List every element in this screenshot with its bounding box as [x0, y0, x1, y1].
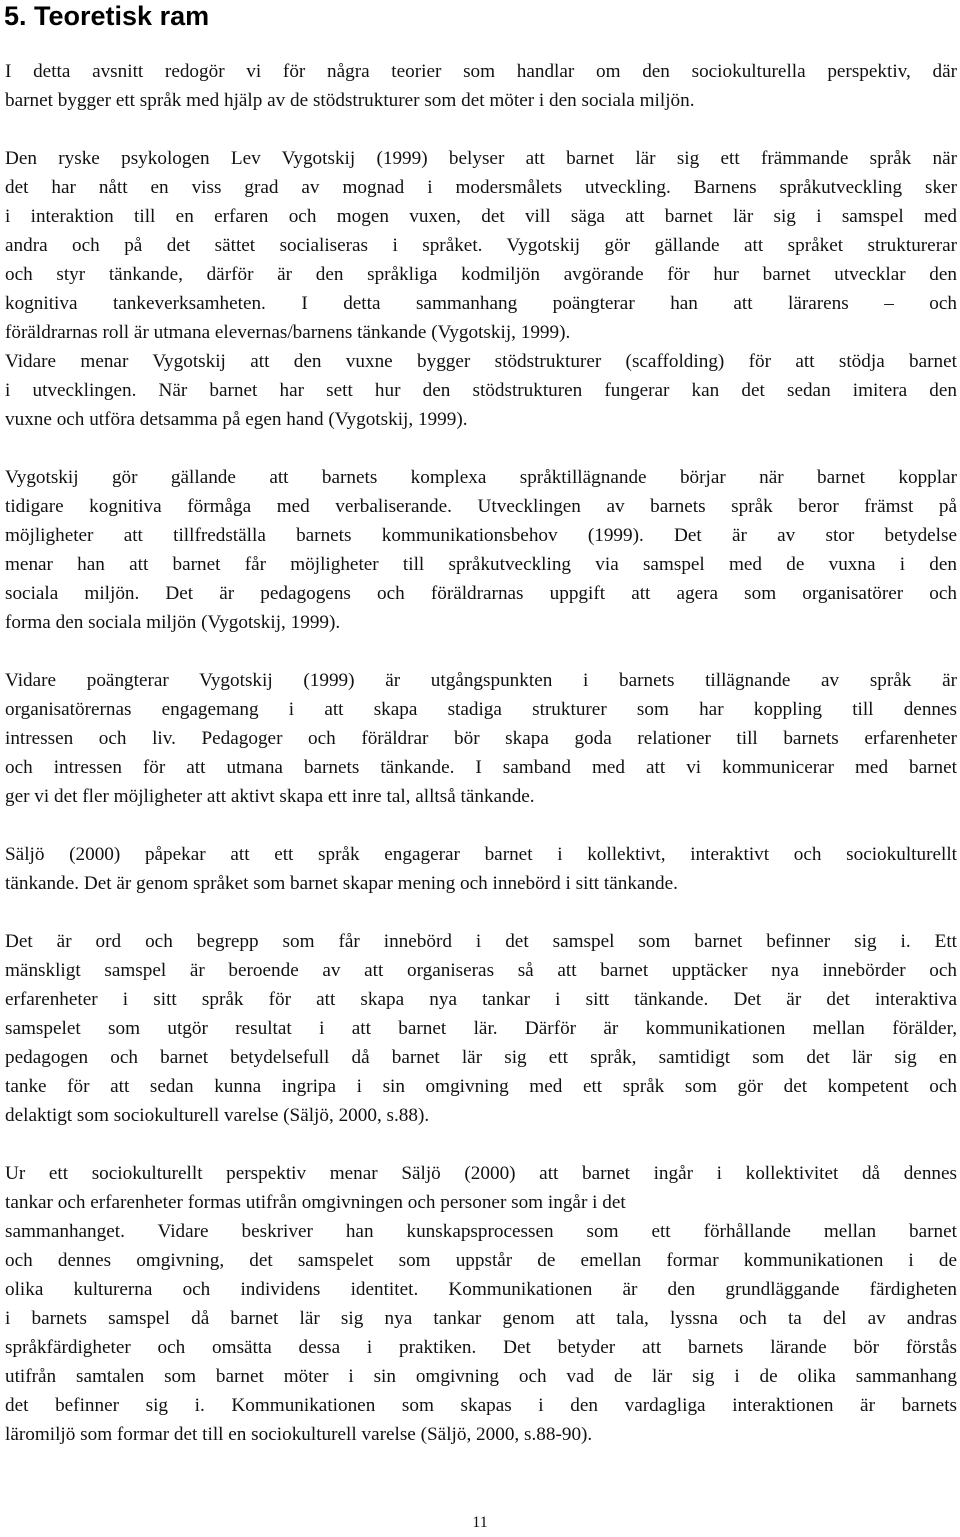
text-line: olika kulturerna och individens identitet. Kommunikationen är den grundläggande färdigheten — [5, 1279, 957, 1300]
text-line: sociala miljön. Det är pedagogens och föräldrarnas uppgift att agera som organisatörer och — [5, 583, 957, 604]
text-line: forma den sociala miljön (Vygotskij, 1999). — [5, 612, 341, 633]
paragraph-interaction — [5, 927, 957, 1130]
page-number: 11 — [472, 1514, 488, 1531]
text-line: mänskligt samspel är beroende av att organiseras så att barnet upptäcker nya innebörder och — [5, 960, 957, 981]
text-line: ger vi det fler möjligheter att aktivt skapa ett inre tal, alltså tänkande. — [5, 786, 535, 807]
text-line: läromiljö som formar det till en sociokulturell varelse (Säljö, 2000, s.88-90). — [5, 1424, 593, 1445]
text-line: och dennes omgivning, det samspelet som uppstår de emellan formar kommunikationen i de — [5, 1250, 957, 1271]
text-line: i utvecklingen. När barnet har sett hur den stödstrukturen fungerar kan det sedan imitera den — [5, 380, 957, 401]
text-line: Ur ett sociokulturellt perspektiv menar Säljö (2000) att barnet ingår i kollektivitet då dennes — [5, 1163, 957, 1184]
text-line: språkfärdigheter och omsätta dessa i praktiken. Det betyder att barnets lärande bör förstås — [5, 1337, 957, 1358]
text-line: utifrån samtalen som barnet möter i sin omgivning och vad de lär sig i de olika sammanhang — [5, 1366, 957, 1387]
text-line: I detta avsnitt redogör vi för några teorier som handlar om den sociokulturella perspektiv, där — [5, 61, 957, 82]
text-line: kognitiva tankeverksamheten. I detta sammanhang poängterar han att lärarens – och — [5, 293, 957, 314]
text-line: organisatörernas engagemang i att skapa stadiga strukturer som har koppling till dennes — [5, 699, 957, 720]
text-line: Vidare poängterar Vygotskij (1999) är utgångspunkten i barnets tillägnande av språk är — [5, 670, 957, 691]
text-line: tidigare kognitiva förmåga med verbaliserande. Utvecklingen av barnets språk beror främst på — [5, 496, 957, 517]
paragraph-sociocultural — [5, 1159, 957, 1449]
text-line: Vidare menar Vygotskij att den vuxne bygger stödstrukturer (scaffolding) för att stödja barnet — [5, 351, 957, 372]
text-line: Vygotskij gör gällande att barnets komplexa språktillägnande börjar när barnet kopplar — [5, 467, 957, 488]
text-line: möjligheter att tillfredställa barnets kommunikationsbehov (1999). Det är av stor betydelse — [5, 525, 957, 546]
text-line: erfarenheter i sitt språk för att skapa nya tankar i sitt tänkande. Det är det interaktiva — [5, 989, 957, 1010]
text-line: Det är ord och begrepp som får innebörd i det samspel som barnet befinner sig i. Ett — [5, 931, 957, 952]
text-line: tankar och erfarenheter formas utifrån omgivningen och personer som ingår i det — [5, 1192, 626, 1213]
body-text — [5, 57, 957, 1449]
paragraph-scaffolding — [5, 347, 957, 434]
text-line: föräldrarnas roll är utmana elevernas/barnens tänkande (Vygotskij, 1999). — [5, 322, 571, 343]
text-line: andra och på det sättet socialiseras i språket. Vygotskij gör gällande att språket strukturerar — [5, 235, 957, 256]
text-line: menar han att barnet får möjligheter till språkutveckling via samspel med de vuxna i den — [5, 554, 957, 575]
text-line: samspelet som utgör resultat i att barnet lär. Därför är kommunikationen mellan förälder, — [5, 1018, 957, 1039]
text-line: sammanhanget. Vidare beskriver han kunskapsprocessen som ett förhållande mellan barnet — [5, 1221, 957, 1242]
text-line: intressen och liv. Pedagoger och föräldrar bör skapa goda relationer till barnets erfarenheter — [5, 728, 957, 749]
paragraph-vygotskij-language — [5, 144, 957, 347]
text-line: delaktigt som sociokulturell varelse (Säljö, 2000, s.88). — [5, 1105, 430, 1126]
text-line: i interaktion till en erfaren och mogen vuxen, det vill säga att barnet lär sig i samspel med — [5, 206, 957, 227]
paragraph-language-acquisition — [5, 463, 957, 637]
text-line: och intressen för att utmana barnets tänkande. I samband med att vi kommunicerar med barnet — [5, 757, 957, 778]
paragraph-intro — [5, 57, 957, 115]
text-line: i barnets samspel då barnet lär sig nya tankar genom att tala, lyssna och ta del av andras — [5, 1308, 957, 1329]
paragraph-organizers — [5, 666, 957, 811]
section-heading: 5. Teoretisk ram — [4, 1, 210, 31]
text-line: det har nått en viss grad av mognad i modersmålets utveckling. Barnens språkutveckling sker — [5, 177, 957, 198]
text-line: tänkande. Det är genom språket som barnet skapar mening och innebörd i sitt tänkande. — [5, 873, 678, 894]
text-line: Den ryske psykologen Lev Vygotskij (1999) belyser att barnet lär sig ett främmande språk när — [5, 148, 957, 169]
text-line: det befinner sig i. Kommunikationen som skapas i den vardagliga interaktionen är barnets — [5, 1395, 957, 1416]
text-line: vuxne och utföra detsamma på egen hand (Vygotskij, 1999). — [5, 409, 468, 430]
text-line: och styr tänkande, därför är den språkliga kodmiljön avgörande för hur barnet utvecklar den — [5, 264, 957, 285]
text-line: barnet bygger ett språk med hjälp av de stödstrukturer som det möter i den sociala miljön. — [5, 90, 695, 111]
text-line: pedagogen och barnet betydelsefull då barnet lär sig ett språk, samtidigt som det lär sig en — [5, 1047, 957, 1068]
text-line: Säljö (2000) påpekar att ett språk engagerar barnet i kollektivt, interaktivt och sociokulturellt — [5, 844, 957, 865]
paragraph-saljo-language — [5, 840, 957, 898]
text-line: tanke för att sedan kunna ingripa i sin omgivning med ett språk som gör det kompetent och — [5, 1076, 957, 1097]
